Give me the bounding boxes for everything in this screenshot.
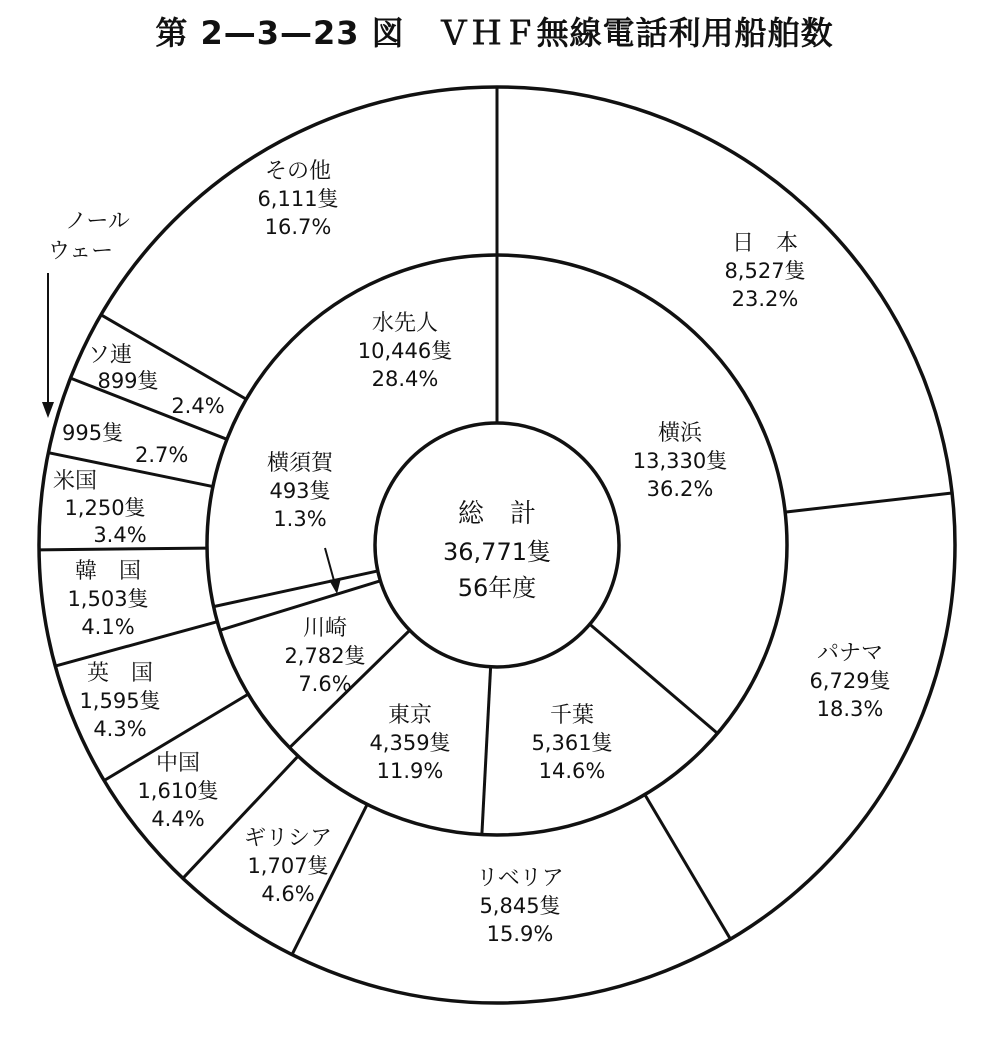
slice-percent: 2.7% [135,443,189,467]
slice-value: 4,359隻 [369,731,451,755]
outer-divider [785,493,952,512]
slice-label: 英 国 [86,661,154,686]
slice-label: 横浜 [657,421,703,446]
inner-divider [590,624,718,733]
slice-value: 1,250隻 [64,496,146,520]
slice-percent: 14.6% [538,759,606,783]
slice-percent: 4.4% [151,807,205,831]
slice-percent: 15.9% [486,922,554,946]
slice-percent: 16.7% [264,215,332,239]
slice-label: ギリシア [243,826,333,851]
slice-label: 水先人 [371,311,439,336]
outer-divider [645,795,731,940]
slice-value: 1,503隻 [67,587,149,611]
slice-label: 川崎 [302,616,348,641]
slice-label: リベリア [476,866,564,891]
chart-title: 第 2—3—23 図 ＶＨＦ無線電話利用船舶数 [155,14,834,52]
slice-percent: 7.6% [298,672,352,696]
slice-value: 6,111隻 [257,187,339,211]
slice-percent: 36.2% [646,477,714,501]
slice-label: 東京 [387,703,433,728]
slice-percent: 28.4% [371,367,439,391]
slice-percent: 3.4% [93,523,147,547]
inner-divider [482,667,491,835]
slice-percent: 2.4% [171,394,225,418]
outer-divider [55,622,217,666]
slice-percent: 23.2% [731,287,799,311]
slice-value: 2,782隻 [284,644,366,668]
slice-value: 13,330隻 [632,449,728,473]
slice-percent: 4.3% [93,717,147,741]
slice-label: ソ連 [87,343,133,368]
slice-label: パナマ [816,641,884,666]
slice-label: ウェー [48,239,114,264]
center-year: 56年度 [457,574,537,602]
slice-label: 中国 [155,751,201,776]
slice-value: 1,707隻 [247,854,329,878]
slice-value: 493隻 [269,479,331,503]
slice-value: 995隻 [62,421,124,445]
slice-value: 6,729隻 [809,669,891,693]
slice-percent: 4.1% [81,615,135,639]
slice-value: 1,610隻 [137,779,219,803]
slice-percent: 11.9% [376,759,444,783]
arrow-head-icon [329,578,341,594]
slice-label: 韓 国 [74,559,142,584]
slice-label: 米国 [52,469,98,494]
slice-value: 10,446隻 [357,339,453,363]
slice-percent: 4.6% [261,882,315,906]
slice-value: 5,845隻 [479,894,561,918]
slice-value: 8,527隻 [724,259,806,283]
slice-label: 日 本 [731,231,799,256]
center-label: 総 計 [457,499,537,529]
arrow-head-icon [42,402,54,418]
slice-label: 千葉 [549,703,595,728]
slice-label: 横須賀 [266,451,334,476]
center-value: 36,771隻 [443,538,551,566]
slice-value: 899隻 [97,369,159,393]
outer-divider [39,548,207,550]
slice-percent: 18.3% [816,697,884,721]
slice-value: 1,595隻 [79,689,161,713]
slice-value: 5,361隻 [531,731,613,755]
slice-percent: 1.3% [273,507,327,531]
slice-label: その他 [264,159,332,184]
slice-label: ノール [65,209,130,234]
